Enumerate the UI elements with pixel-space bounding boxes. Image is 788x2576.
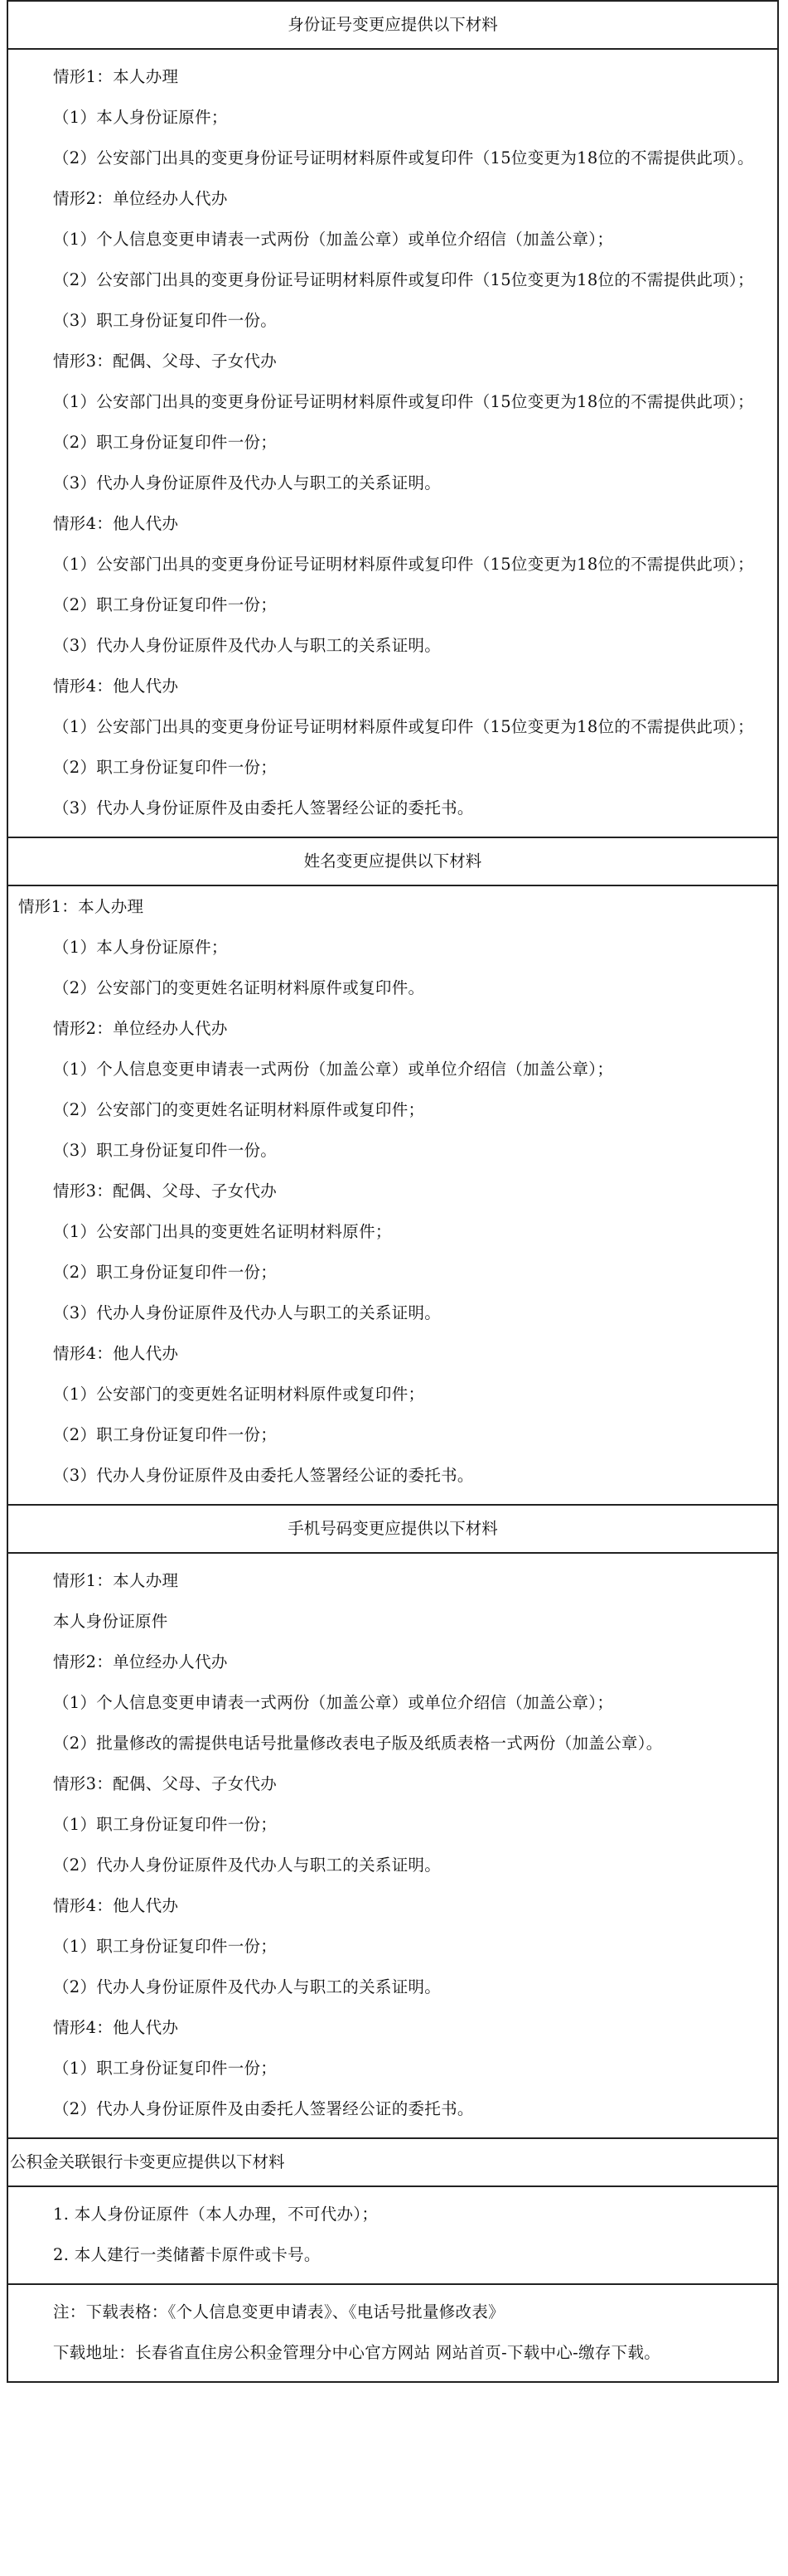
material-item: （2）职工身份证复印件一份； xyxy=(53,433,278,452)
case-title: 情形2：单位经办人代办 xyxy=(53,1019,228,1038)
section-content xyxy=(8,1554,777,2137)
download-forms-note: 注：下载表格：《个人信息变更申请表》、《电话号批量修改表》 xyxy=(53,2302,505,2321)
material-item: （2）代办人身份证原件及代办人与职工的关系证明。 xyxy=(53,1856,442,1875)
section-id-number-change xyxy=(7,0,779,838)
section-heading: 手机号码变更应提供以下材料 xyxy=(8,1506,777,1554)
material-item: （3）代办人身份证原件及由委托人签署经公证的委托书。 xyxy=(53,1466,474,1485)
material-item: （2）批量修改的需提供电话号批量修改表电子版及纸质表格一式两份（加盖公章）。 xyxy=(53,1734,663,1753)
material-item: （2）职工身份证复印件一份； xyxy=(53,595,278,614)
material-item: （1）本人身份证原件； xyxy=(53,108,228,127)
material-item: （3）代办人身份证原件及代办人与职工的关系证明。 xyxy=(53,636,442,655)
case-title: 情形4：他人代办 xyxy=(53,2018,179,2037)
section-heading: 公积金关联银行卡变更应提供以下材料 xyxy=(8,2139,777,2187)
section-content xyxy=(8,50,777,837)
material-item: （2）职工身份证复印件一份； xyxy=(53,1263,278,1282)
material-item: （1）职工身份证复印件一份； xyxy=(53,1815,278,1834)
material-item: （2）公安部门出具的变更身份证号证明材料原件或复印件（15位变更为18位的不需提供此项）。 xyxy=(53,148,754,167)
section-heading: 身份证号变更应提供以下材料 xyxy=(8,2,777,50)
material-item: 本人身份证原件 xyxy=(53,1612,168,1631)
material-item: （1）个人信息变更申请表一式两份（加盖公章）或单位介绍信（加盖公章）； xyxy=(53,230,614,249)
case-title: 情形2：单位经办人代办 xyxy=(53,189,228,208)
material-item: （1）公安部门出具的变更姓名证明材料原件； xyxy=(53,1222,392,1241)
download-address-note: 下载地址：长春省直住房公积金管理分中心官方网站 网站首页-下载中心-缴存下载。 xyxy=(53,2343,661,2362)
material-item: （3）职工身份证复印件一份。 xyxy=(53,1141,278,1160)
case-title: 情形1：本人办理 xyxy=(53,1571,179,1590)
material-item: （3）代办人身份证原件及代办人与职工的关系证明。 xyxy=(53,1303,442,1322)
material-item: （2）公安部门的变更姓名证明材料原件或复印件； xyxy=(53,1100,425,1119)
material-item: （1）公安部门出具的变更身份证号证明材料原件或复印件（15位变更为18位的不需提供此项）； xyxy=(53,555,754,574)
case-title: 情形4：他人代办 xyxy=(53,514,179,533)
material-item: （3）代办人身份证原件及代办人与职工的关系证明。 xyxy=(53,473,442,492)
section-heading: 姓名变更应提供以下材料 xyxy=(8,838,777,886)
material-item: （1）职工身份证复印件一份； xyxy=(53,1937,278,1956)
section-content xyxy=(8,886,777,1504)
download-note xyxy=(7,2285,779,2383)
section-phone-change xyxy=(7,1506,779,2139)
note-content xyxy=(8,2285,777,2381)
section-content xyxy=(8,2187,777,2283)
case-title: 情形4：他人代办 xyxy=(53,677,179,696)
material-item: （2）代办人身份证原件及代办人与职工的关系证明。 xyxy=(53,1977,442,1996)
section-name-change xyxy=(7,838,779,1506)
material-item: （2）公安部门的变更姓名证明材料原件或复印件。 xyxy=(53,978,425,997)
material-item: （1）个人信息变更申请表一式两份（加盖公章）或单位介绍信（加盖公章）； xyxy=(53,1693,614,1712)
case-title: 情形1：本人办理 xyxy=(53,67,179,86)
material-item: （2）代办人身份证原件及由委托人签署经公证的委托书。 xyxy=(53,2099,474,2118)
case-title: 情形3：配偶、父母、子女代办 xyxy=(53,1181,278,1201)
material-item: （1）公安部门出具的变更身份证号证明材料原件或复印件（15位变更为18位的不需提供此项）； xyxy=(53,392,754,411)
section-bank-card-change xyxy=(7,2139,779,2285)
case-title: 情形4：他人代办 xyxy=(53,1896,179,1915)
material-item: （1）职工身份证复印件一份； xyxy=(53,2059,278,2078)
material-item: （2）职工身份证复印件一份； xyxy=(53,1425,278,1444)
document xyxy=(7,0,779,2383)
material-item: （3）代办人身份证原件及由委托人签署经公证的委托书。 xyxy=(53,798,474,817)
case-title: 情形1：本人办理 xyxy=(18,897,144,916)
case-title: 情形2：单位经办人代办 xyxy=(53,1652,228,1671)
material-item: （1）本人身份证原件； xyxy=(53,938,228,957)
material-item: （1）个人信息变更申请表一式两份（加盖公章）或单位介绍信（加盖公章）； xyxy=(53,1060,614,1079)
material-item: （2）职工身份证复印件一份； xyxy=(53,758,278,777)
material-item: 1. 本人身份证原件（本人办理，不可代办）； xyxy=(53,2205,379,2224)
material-item: （1）公安部门的变更姓名证明材料原件或复印件； xyxy=(53,1385,425,1404)
material-item: （2）公安部门出具的变更身份证号证明材料原件或复印件（15位变更为18位的不需提供此项）； xyxy=(53,270,754,289)
material-item: （1）公安部门出具的变更身份证号证明材料原件或复印件（15位变更为18位的不需提供此项）； xyxy=(53,717,754,736)
case-title: 情形3：配偶、父母、子女代办 xyxy=(53,352,278,371)
case-title: 情形4：他人代办 xyxy=(53,1344,179,1363)
case-title: 情形3：配偶、父母、子女代办 xyxy=(53,1774,278,1793)
material-item: （3）职工身份证复印件一份。 xyxy=(53,311,278,330)
material-item: 2. 本人建行一类储蓄卡原件或卡号。 xyxy=(53,2245,321,2264)
